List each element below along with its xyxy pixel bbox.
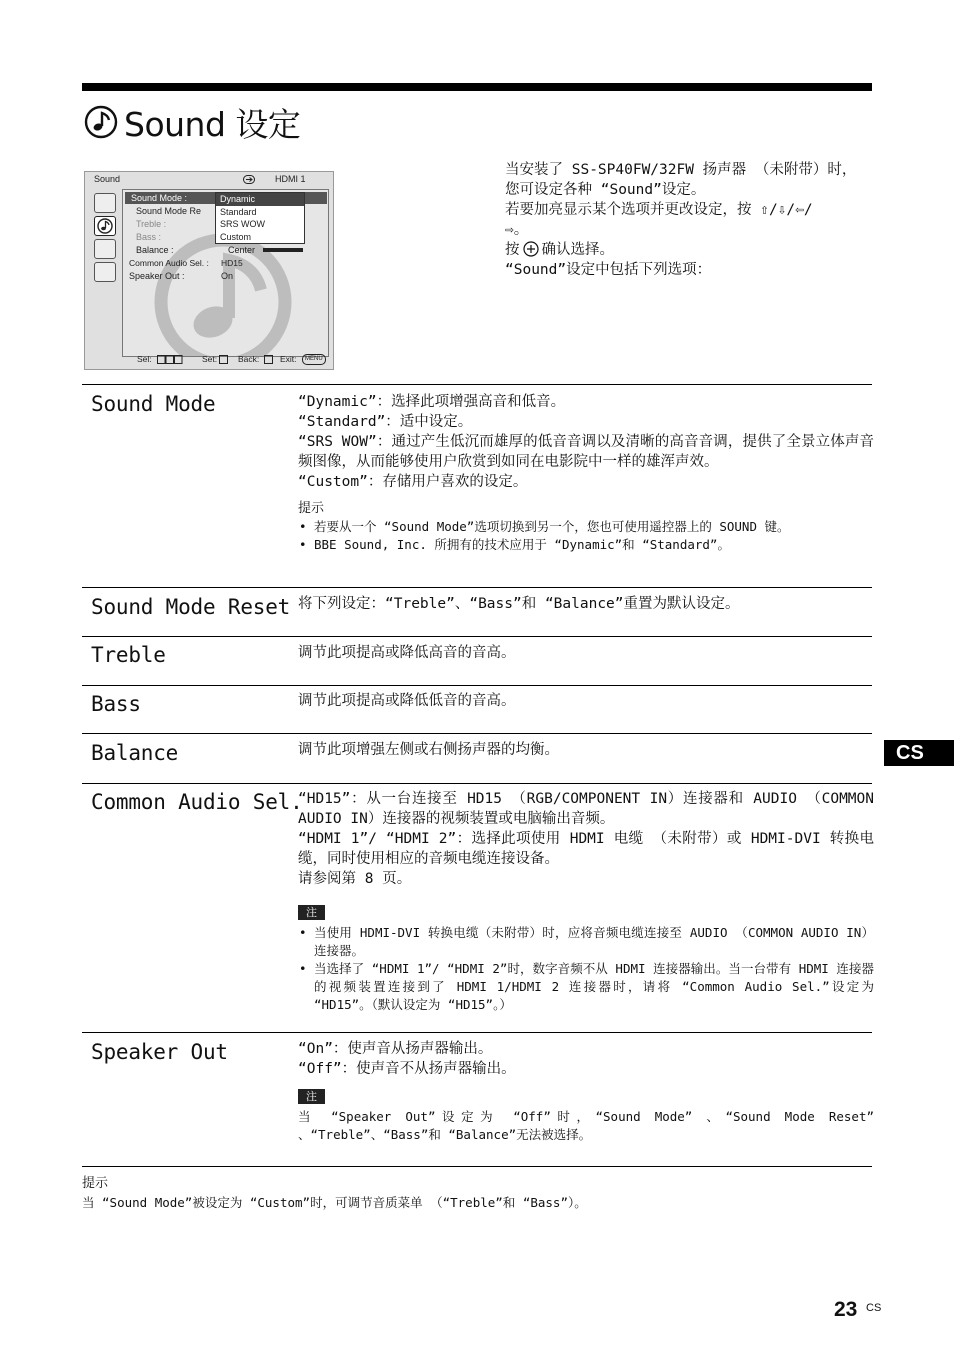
bottom-tip	[82, 1175, 872, 1213]
screen-row-treble: Treble :	[136, 219, 167, 229]
footer-back-icon	[264, 355, 273, 366]
intro-line-1: 当安装了 SS-SP40FW/32FW 扬声器 （未附带）时，	[505, 162, 857, 178]
footer-back: Back:	[238, 354, 260, 364]
common-audio-line: “HD15”：从一台连接至 HD15 （RGB/COMPONENT IN）连接器和 AUDIO （COMMON AUDIO IN）连接器的视频装置或电脑输出音频。	[298, 791, 874, 827]
footer-menu-button: MENU	[302, 354, 326, 365]
term-bass: Bass	[91, 692, 141, 716]
sound-mode-line: “Standard”：适中设定。	[298, 414, 473, 430]
intro-line-6: “Sound”设定中包括下列选项：	[505, 262, 712, 278]
music-note-icon	[84, 105, 118, 139]
speaker-out-line: “On”：使声音从扬声器输出。	[298, 1041, 493, 1057]
term-speaker-out: Speaker Out	[91, 1040, 228, 1064]
divider	[82, 1166, 872, 1167]
term-common-audio-sel: Common Audio Sel.	[91, 790, 303, 814]
screen-icon-column	[89, 189, 119, 359]
desc-speaker-out	[298, 1039, 874, 1144]
input-source-icon	[243, 175, 255, 184]
divider	[82, 733, 872, 734]
dropdown-option-dynamic: Dynamic	[216, 193, 304, 206]
screen-row-bass: Bass :	[136, 232, 162, 242]
page-number: 23	[834, 1298, 858, 1321]
note-item: • 当使用 HDMI-DVI 转换电缆（未附带）时，应将音频电缆连接至 AUDIO （COMMON AUDIO IN）连接器。	[298, 924, 874, 960]
page-title	[84, 100, 300, 144]
top-rule	[82, 83, 872, 91]
picture-menu-icon	[94, 193, 116, 213]
page-title-text: Sound 设定	[124, 104, 301, 144]
setup-menu-icon	[94, 262, 116, 282]
screen-header	[85, 172, 333, 187]
balance-text: 调节此项增强左侧或右侧扬声器的均衡。	[298, 742, 559, 758]
intro-text	[505, 160, 875, 280]
divider	[82, 783, 872, 784]
term-sound-mode: Sound Mode	[91, 392, 216, 416]
footer-sel-buttons-icon	[157, 355, 183, 366]
sound-mode-line: “Custom”：存储用户喜欢的设定。	[298, 474, 528, 490]
language-tab: CS	[884, 740, 954, 766]
screen-row-sound-mode-reset: Sound Mode Re	[136, 206, 202, 216]
desc-treble	[298, 643, 874, 663]
note-label: 注	[298, 1089, 325, 1104]
footer-set-icon	[219, 355, 228, 366]
note-label: 注	[298, 905, 325, 920]
sound-mode-line: “SRS WOW”：通过产生低沉而雄厚的低音音调以及清晰的高音音调，提供了全景立体声音频图像，从而能够使用户欣赏到如同在电影院中一样的雄浑声效。	[298, 434, 874, 470]
bottom-tip-text: 当 “Sound Mode”被设定为 “Custom”时，可调节音质菜单 （“Treble”和 “Bass”）。	[82, 1195, 587, 1210]
sound-mode-line: “Dynamic”：选择此项增强高音和低音。	[298, 394, 566, 410]
dropdown-option-custom: Custom	[220, 231, 252, 242]
tip-item: • 若要从一个 “Sound Mode”选项切换到另一个，您也可使用遥控器上的 SOUND 键。	[298, 518, 874, 536]
treble-text: 调节此项提高或降低高音的音高。	[298, 645, 516, 661]
page-number-suffix: CS	[866, 1302, 882, 1314]
screen-menu-panel	[122, 189, 329, 357]
tip-list	[298, 518, 874, 554]
speaker-out-line: “Off”：使声音不从扬声器输出。	[298, 1061, 516, 1077]
tv-menu-screenshot	[84, 171, 334, 370]
note-item: • 当选择了 “HDMI 1”/ “HDMI 2”时，数字音频不从 HDMI 连接器输出。当一台带有 HDMI 连接器的视频装置连接到了 HDMI 1/HDMI 2 连接器时，请将 “Common Audio Sel.”设定为 “HD15”。（默认设定为 “HD15”。）	[298, 960, 874, 1014]
bass-text: 调节此项提高或降低低音的音高。	[298, 693, 516, 709]
intro-line-5: 按 确认选择。	[505, 242, 614, 258]
bottom-tip-label: 提示	[82, 1176, 109, 1191]
desc-sound-mode-reset	[298, 594, 874, 614]
intro-line-2: 您可设定各种 “Sound”设定。	[505, 182, 706, 198]
common-audio-line: 请参阅第 8 页。	[298, 871, 412, 887]
screen-menu-icon	[94, 239, 116, 259]
divider	[82, 587, 872, 588]
divider	[82, 1032, 872, 1033]
term-sound-mode-reset: Sound Mode Reset	[91, 595, 291, 619]
desc-sound-mode	[298, 392, 874, 554]
divider	[82, 636, 872, 637]
footer-sel: Sel:	[137, 354, 152, 364]
term-balance: Balance	[91, 741, 179, 765]
screen-row-balance: Balance : Center	[136, 245, 256, 255]
dropdown-option-srs-wow: SRS WOW	[220, 219, 265, 229]
screen-menu-title: Sound	[94, 174, 121, 184]
screen-source: HDMI 1	[275, 174, 306, 184]
intro-line-3: 若要加亮显示某个选项并更改设定，按 ⇧/⇩/⇦/	[505, 202, 813, 218]
common-audio-line: “HDMI 1”/ “HDMI 2”：选择此项使用 HDMI 电缆 （未附带）或 HDMI-DVI 转换电缆，同时使用相应的音频电缆连接设备。	[298, 831, 874, 867]
desc-common-audio-sel	[298, 789, 874, 1014]
dropdown-option-standard: Standard	[220, 206, 257, 217]
screen-row-common-audio: Common Audio Sel. : HD15	[129, 258, 243, 268]
desc-bass	[298, 691, 874, 711]
screen-row-speaker-out: Speaker Out : On	[129, 271, 234, 281]
tip-label: 提示	[298, 501, 325, 516]
note-list	[298, 924, 874, 1014]
screen-row-sound-mode: Sound Mode :	[125, 192, 327, 204]
sound-mode-dropdown	[215, 192, 305, 244]
intro-line-4: ⇨。	[505, 222, 529, 238]
footer-set: Set:	[202, 354, 218, 364]
enter-button-icon	[522, 241, 540, 257]
sound-mode-reset-text: 将下列设定：“Treble”、“Bass”和 “Balance”重置为默认设定。	[298, 596, 740, 612]
divider	[82, 384, 872, 385]
footer-exit: Exit:	[280, 354, 297, 364]
speaker-out-note: 当 “Speaker Out”设定为 “Off”时，“Sound Mode” 、“Sound Mode Reset” 、“Treble”、“Bass”和 “Balance”无法被选择。	[298, 1109, 874, 1142]
tip-item: • BBE Sound, Inc. 所拥有的技术应用于 “Dynamic”和 “Standard”。	[298, 536, 874, 554]
desc-balance	[298, 740, 874, 760]
balance-slider	[263, 248, 303, 252]
sound-menu-icon	[94, 216, 116, 236]
term-treble: Treble	[91, 643, 166, 667]
screen-footer	[85, 354, 333, 366]
divider	[82, 685, 872, 686]
